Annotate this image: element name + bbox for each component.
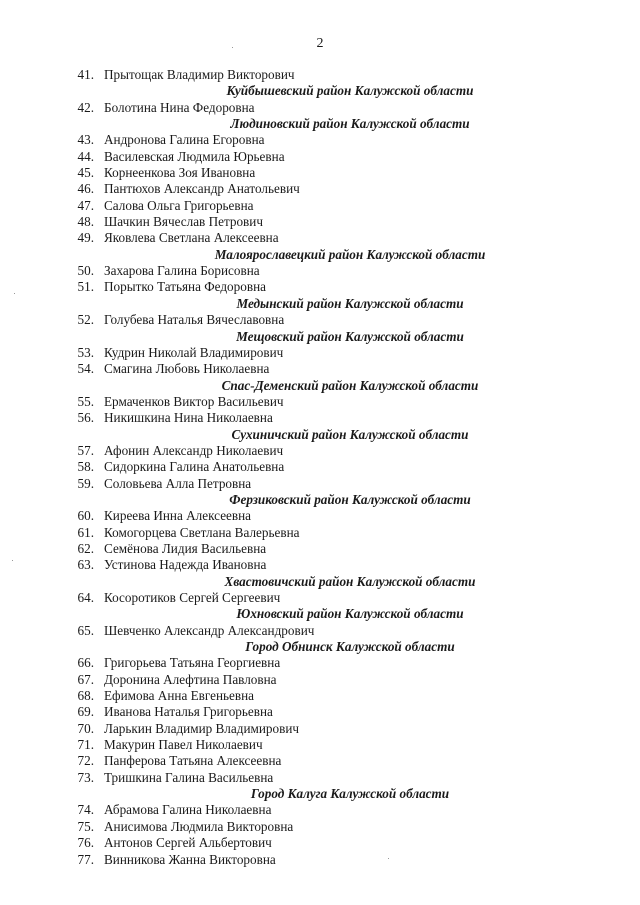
district-heading: Юхновский район Калужской области — [236, 606, 464, 622]
list-item-name: Шачкин Вячеслав Петрович — [104, 214, 263, 230]
list-item-number: 45. — [77, 165, 94, 181]
list-item — [0, 753, 640, 769]
list-item — [0, 655, 640, 671]
list-item-number: 68. — [77, 688, 94, 704]
list-item — [0, 737, 640, 753]
list-item — [0, 541, 640, 557]
list-item-number: 69. — [77, 704, 94, 720]
list-item — [0, 672, 640, 688]
list-item-number: 50. — [77, 263, 94, 279]
list-item-name: Макурин Павел Николаевич — [104, 737, 263, 753]
list-item-name: Киреева Инна Алексеевна — [104, 508, 252, 524]
district-heading: Людиновский район Калужской области — [230, 116, 470, 132]
list-item — [0, 623, 640, 639]
list-item — [0, 721, 640, 737]
district-heading: Город Обнинск Калужской области — [245, 639, 455, 655]
list-item-name: Пантюхов Александр Анатольевич — [104, 181, 300, 197]
list-item — [0, 361, 640, 377]
list-item — [0, 394, 640, 410]
list-item-name: Андронова Галина Егоровна — [104, 132, 265, 148]
list-item-name: Болотина Нина Федоровна — [104, 99, 255, 115]
list-item-number: 71. — [77, 737, 94, 753]
list-item-name: Сидоркина Галина Анатольевна — [104, 459, 285, 475]
list-item — [0, 819, 640, 835]
list-item-number: 65. — [77, 622, 94, 638]
list-item — [0, 704, 640, 720]
list-item — [0, 149, 640, 165]
list-item-number: 46. — [77, 181, 94, 197]
list-item-name: Яковлева Светлана Алексеевна — [104, 230, 279, 246]
list-item-name: Винникова Жанна Викторовна — [104, 851, 276, 867]
district-heading: Ферзиковский район Калужской области — [229, 491, 471, 507]
list-item-number: 57. — [77, 442, 94, 458]
list-item — [0, 132, 640, 148]
list-item-name: Кудрин Николай Владимирович — [104, 344, 284, 360]
list-item-number: 41. — [77, 67, 94, 82]
name-list — [0, 67, 640, 868]
list-item-name: Тришкина Галина Васильевна — [104, 769, 274, 785]
list-item-name: Прытощак Владимир Викторович — [104, 67, 295, 82]
list-item-name: Ермаченков Виктор Васильевич — [104, 393, 284, 409]
list-item-name: Никишкина Нина Николаевна — [104, 410, 273, 426]
scan-speck — [232, 47, 233, 48]
scan-speck — [14, 293, 15, 294]
list-item-number: 77. — [77, 851, 94, 867]
list-item-number: 76. — [77, 835, 94, 851]
list-item-name: Комогорцева Светлана Валерьевна — [104, 524, 300, 540]
list-item-name: Захарова Галина Борисовна — [104, 263, 260, 279]
list-item — [0, 67, 640, 83]
list-item — [0, 557, 640, 573]
list-item — [0, 279, 640, 295]
district-heading: Спас-Деменский район Калужской области — [221, 377, 479, 393]
list-item — [0, 770, 640, 786]
list-item — [0, 476, 640, 492]
list-item — [0, 181, 640, 197]
scan-speck — [388, 858, 389, 859]
list-item-number: 43. — [77, 132, 94, 148]
list-item-name: Панферова Татьяна Алексеевна — [104, 753, 282, 769]
list-item-name: Порытко Татьяна Федоровна — [104, 279, 266, 295]
list-item-number: 47. — [77, 197, 94, 213]
list-item-name: Василевская Людмила Юрьевна — [104, 148, 285, 164]
list-item-name: Ларькин Владимир Владимирович — [104, 720, 300, 736]
list-item-name: Анисимова Людмила Викторовна — [104, 818, 294, 834]
list-item-name: Косоротиков Сергей Сергеевич — [104, 590, 281, 605]
list-item — [0, 312, 640, 328]
list-item-number: 59. — [77, 475, 94, 491]
list-item-name: Ефимова Анна Евгеньевна — [104, 688, 255, 704]
list-item — [0, 345, 640, 361]
list-item — [0, 410, 640, 426]
list-item-number: 70. — [77, 720, 94, 736]
list-item-number: 74. — [77, 802, 94, 818]
list-item — [0, 230, 640, 246]
list-item-name: Устинова Надежда Ивановна — [104, 557, 267, 573]
district-heading: Хвастовичский район Калужской области — [224, 573, 476, 589]
list-item — [0, 100, 640, 116]
list-item-number: 61. — [77, 524, 94, 540]
list-item-number: 73. — [77, 769, 94, 785]
list-item — [0, 852, 640, 868]
list-item-number: 56. — [77, 410, 94, 426]
list-item — [0, 508, 640, 524]
list-item-number: 63. — [77, 557, 94, 573]
page-number: 2 — [316, 36, 324, 51]
list-item-name: Соловьева Алла Петровна — [104, 475, 252, 491]
list-item-number: 52. — [77, 312, 94, 328]
list-item-name: Голубева Наталья Вячеславовна — [104, 312, 285, 328]
list-item-name: Иванова Наталья Григорьевна — [104, 704, 273, 720]
list-item-number: 66. — [77, 655, 94, 671]
list-item-number: 60. — [77, 508, 94, 524]
list-item-name: Доронина Алефтина Павловна — [104, 671, 277, 687]
list-item-number: 72. — [77, 753, 94, 769]
list-item-number: 75. — [77, 818, 94, 834]
list-item-name: Семёнова Лидия Васильевна — [104, 540, 267, 556]
list-item-number: 49. — [77, 230, 94, 246]
list-item-name: Корнеенкова Зоя Ивановна — [104, 165, 256, 181]
list-item-number: 55. — [77, 393, 94, 409]
list-item-name: Антонов Сергей Альбертович — [104, 835, 272, 851]
list-item-number: 64. — [77, 590, 94, 605]
list-item-name: Салова Ольга Григорьевна — [104, 197, 254, 213]
list-item-number: 62. — [77, 540, 94, 556]
district-heading: Мещовский район Калужской области — [236, 328, 464, 344]
list-item-number: 58. — [77, 459, 94, 475]
list-item-name: Григорьева Татьяна Георгиевна — [104, 655, 281, 671]
list-item — [0, 590, 640, 606]
list-item — [0, 688, 640, 704]
list-item — [0, 214, 640, 230]
list-item-number: 67. — [77, 671, 94, 687]
list-item-number: 53. — [77, 344, 94, 360]
district-heading: Куйбышевский район Калужской области — [226, 83, 474, 99]
list-item — [0, 835, 640, 851]
scan-speck — [12, 560, 13, 561]
district-heading: Город Калуга Калужской области — [250, 786, 450, 802]
list-item-number: 48. — [77, 214, 94, 230]
district-heading: Сухиничский район Калужской области — [231, 426, 469, 442]
list-item — [0, 459, 640, 475]
list-item-name: Абрамова Галина Николаевна — [104, 802, 272, 818]
list-item — [0, 263, 640, 279]
list-item-number: 54. — [77, 361, 94, 377]
list-item-name: Шевченко Александр Александрович — [104, 622, 315, 638]
list-item-name: Смагина Любовь Николаевна — [104, 361, 270, 377]
list-item — [0, 443, 640, 459]
list-item — [0, 525, 640, 541]
list-item — [0, 198, 640, 214]
district-heading: Медынский район Калужской области — [236, 295, 464, 311]
list-item-number: 42. — [77, 99, 94, 115]
district-heading: Малоярославецкий район Калужской области — [214, 246, 486, 262]
list-item — [0, 165, 640, 181]
list-item — [0, 802, 640, 818]
list-item-number: 44. — [77, 148, 94, 164]
list-item-number: 51. — [77, 279, 94, 295]
list-item-name: Афонин Александр Николаевич — [104, 442, 284, 458]
